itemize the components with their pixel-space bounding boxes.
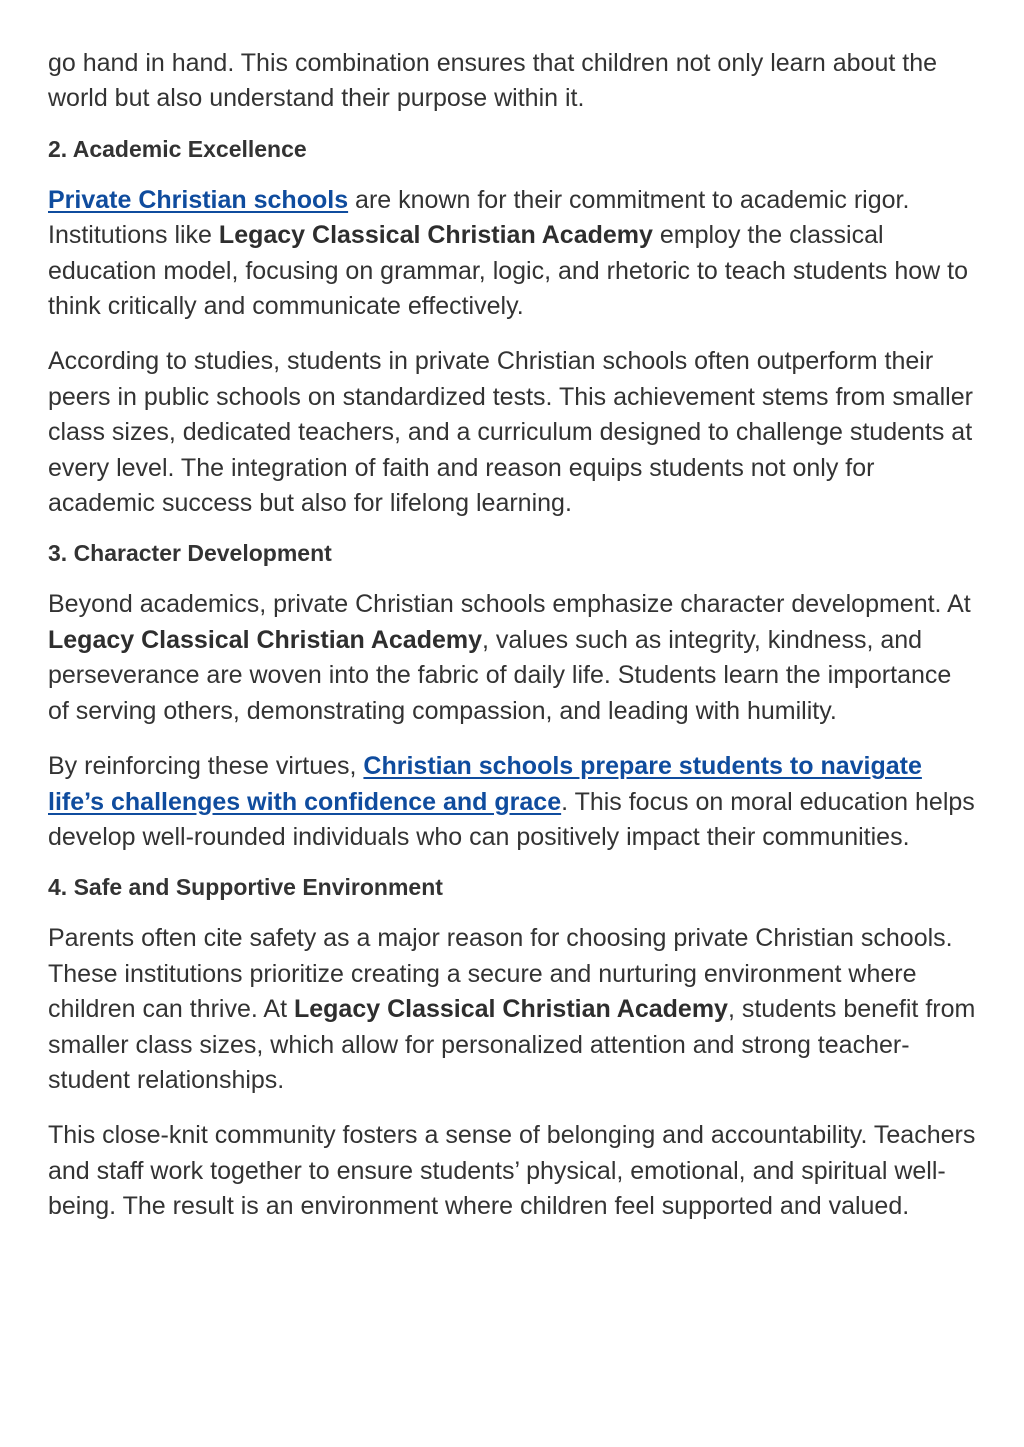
safe-environment-paragraph-1	[48, 921, 978, 1098]
academic-excellence-paragraph-1	[48, 183, 978, 325]
private-christian-schools-link[interactable]: Private Christian schools	[48, 185, 349, 214]
christian-schools-prepare-link[interactable]: Christian schools prepare students to navigate life’s challenges with confidence and grace	[48, 752, 922, 816]
school-name-bold: Legacy Classical Christian Academy	[293, 995, 728, 1024]
character-development-paragraph-1	[48, 587, 978, 729]
article-body	[48, 46, 978, 1245]
text-span: Parents often cite safety as a major reason for choosing private Christian schools. These institutions prioritize creating a secure and nurturing environment where children can thrive. At	[48, 924, 953, 1024]
text-span: . This focus on moral education helps develop well-rounded individuals who can positively impact their communities.	[48, 787, 975, 851]
text-span: employ the classical education model, focusing on grammar, logic, and rhetoric to teach students how to think critically and communicate effectively.	[48, 221, 968, 321]
text-span: , values such as integrity, kindness, and perseverance are woven into the fabric of daily life. Students learn the importance of serving others, demonstrating compassion, and leading with humility.	[48, 625, 952, 725]
school-name-bold: Legacy Classical Christian Academy	[218, 221, 653, 250]
safe-environment-paragraph-2: This close-knit community fosters a sense of belonging and accountability. Teachers and staff work together to ensure students’ physical, emotional, and spiritual well-being. The result is an environment where children feel supported and valued.	[48, 1121, 976, 1221]
text-span: are known for their commitment to academic rigor. Institutions like	[48, 185, 910, 250]
text-span: By reinforcing these virtues,	[48, 752, 364, 781]
academic-excellence-paragraph-2: According to studies, students in private Christian schools often outperform their peers in public schools on standardized tests. This achievement stems from smaller class sizes, dedicated teachers, and a curriculum designed to challenge students at every level. The integration of faith and reason equips students not only for academic success but also for lifelong learning.	[48, 347, 973, 518]
character-development-paragraph-2	[48, 749, 978, 855]
section-heading-character-development: 3. Character Development	[48, 540, 332, 567]
school-name-bold: Legacy Classical Christian Academy	[48, 625, 482, 654]
section-heading-safe-environment: 4. Safe and Supportive Environment	[48, 874, 443, 901]
text-span: , students benefit from smaller class sizes, which allow for personalized attention and strong teacher-student relationships.	[48, 995, 976, 1094]
intro-paragraph: go hand in hand. This combination ensures that children not only learn about the world but also understand their purpose within it.	[48, 49, 938, 113]
text-span: Beyond academics, private Christian schools emphasize character development. At	[48, 590, 971, 619]
section-heading-academic-excellence: 2. Academic Excellence	[48, 135, 307, 162]
